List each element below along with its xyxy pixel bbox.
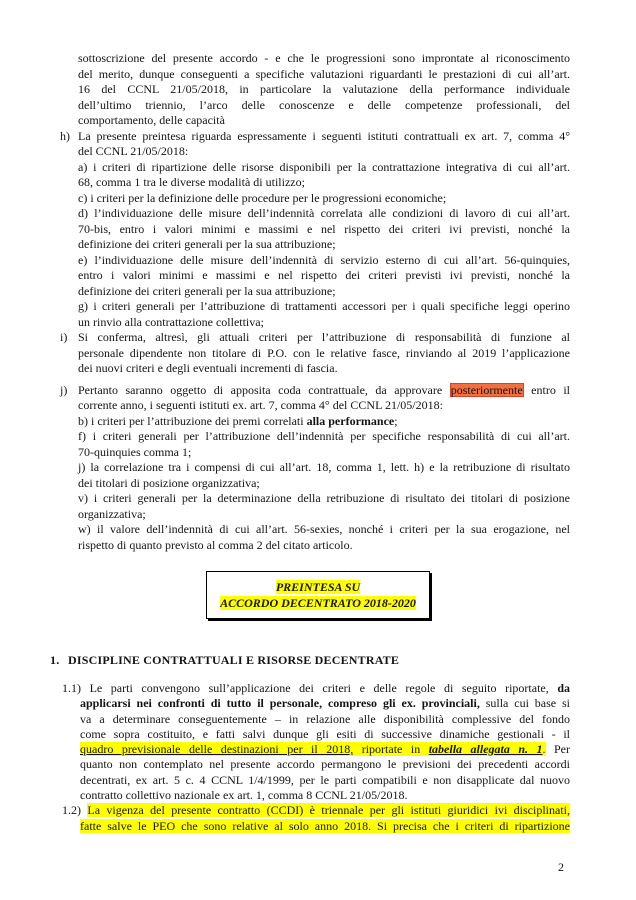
item-text: i criteri generali per l’attribuzione di trattamenti accessori per i quali specifiche leggi operino (93, 299, 571, 313)
text-line: entro i valori minimi e massimi e nel rispetto dei criteri previsti ivi previsti, nonché la (78, 268, 570, 282)
page-number: 2 (558, 860, 564, 874)
text-line: 16 del CCNL 21/05/2018, in particolare la valutazione della performance individuale (78, 82, 570, 96)
list-item (78, 253, 570, 300)
text-line (78, 206, 570, 222)
highlighted-text: . (542, 742, 546, 757)
box-title-text: ACCORDO DECENTRATO 2018-2020 (220, 596, 416, 610)
text-line: corrente anno, i seguenti istituti ex. art. 7, comma 4° del CCNL 21/05/2018: (78, 398, 443, 412)
paragraph-label: 1.2) (62, 803, 81, 818)
list-item (78, 491, 570, 522)
text-line (62, 681, 570, 696)
section-title: DISCIPLINE CONTRATTUALI E RISORSE DECENTRATE (68, 653, 400, 667)
clause-i (60, 330, 570, 377)
text-line: quanto non contemplato nel presente accordo permangono le previsioni dei precedenti accordi (80, 757, 570, 772)
text-line: dei titolari di posizione organizzativa; (78, 475, 260, 490)
text-line (78, 299, 570, 315)
item-label: v) (78, 491, 88, 505)
text-line (78, 253, 570, 269)
item-text: i criteri generali per l’attribuzione dell’indennità per specifiche responsabilità di cui all’art. (92, 429, 571, 443)
clause-h (60, 129, 570, 160)
item-text: l’individuazione delle misure dell’indennità correlata alle condizioni di lavoro di cui all’art. (94, 206, 570, 220)
clause-j-list (60, 414, 570, 554)
item-text: il valore dell’indennità di cui all’art. 56-sexies, nonché i criteri per la sua erogazione, nel (97, 522, 570, 536)
text-line: del merito, dunque conseguenti a specifiche valutazioni riguardanti le prestazioni di cui all’art. (78, 66, 570, 81)
bold-text: alla performance (306, 413, 395, 428)
item-text: i criteri generali per la determinazione della retribuzione di risultato dei titolari di posizione (93, 491, 571, 505)
item-label: c) (78, 190, 88, 205)
bold-text: applicarsi nei confronti di tutto il personale, compreso gli ex. provinciali, (80, 696, 480, 711)
text-line: decentrati, ex art. 5 c. 4 CCNL 1/4/1999, per le parti compatibili e non disapplicate dal nuovo (80, 772, 570, 787)
item-label: j) (78, 460, 86, 474)
text-line (78, 460, 570, 476)
clause-h-list (60, 160, 570, 331)
text-line: un rinvio alla contrattazione collettiva; (78, 314, 264, 329)
section-number: 1. (50, 653, 60, 667)
section-heading (50, 651, 399, 669)
text-line: comportamento, delle capacità (78, 113, 225, 127)
text-line: organizzativa; (78, 506, 146, 521)
text-line: rispetto di quanto previsto al comma 2 del citato articolo. (78, 537, 353, 552)
text-line (78, 522, 570, 538)
text-segment: Per (545, 742, 571, 757)
text-segment: sulla cui base si (479, 696, 571, 711)
paragraph-1-1 (62, 681, 570, 803)
item-label: f) (78, 429, 86, 443)
text-line: definizione dei criteri generali per la sua attribuzione; (78, 283, 336, 298)
text-segment: Pertanto saranno oggetto di apposita coda contrattuale, da approvare (78, 382, 450, 397)
item-text: i criteri per la definizione delle procedure per le progressioni economiche; (90, 190, 447, 205)
highlighted-text: fatte salve le PEO che sono relative al solo anno 2018. Si precisa che i criteri di ripartizione (80, 818, 570, 833)
text-line (62, 742, 570, 757)
item-text: la correlazione tra i compensi di cui all’art. 18, comma 1, lett. h) e la retribuzione di risultato (90, 460, 570, 474)
clause-label: j) (60, 382, 68, 397)
text-line: 70-bis, entro i valori minimi e massimi e nel rispetto dei criteri ivi previsti, nonché la (78, 221, 570, 236)
text-line (78, 429, 570, 445)
clause-text (78, 383, 570, 414)
text-line (78, 191, 570, 207)
text-line: del CCNL 21/05/2018: (78, 144, 189, 158)
item-label: g) (78, 299, 88, 313)
item-label: a) (78, 159, 88, 174)
list-item (78, 191, 570, 207)
text-line (78, 160, 570, 176)
clause-j (60, 383, 570, 414)
table-reference: tabella allegata n. 1 (428, 742, 543, 757)
paragraph-label: 1.1) (62, 681, 81, 695)
text-segment: Le parti convengono sull’applicazione dei criteri e delle regole di seguito riportate, (89, 681, 558, 695)
text-line: dei nuovi criteri e degli eventuali incrementi di fascia. (78, 361, 338, 375)
clause-label: h) (60, 128, 70, 143)
text-line: come sopra costituito, e fatti salvi dunque gli esiti di successive dinamiche gestionali - il (80, 726, 570, 741)
item-text: i criteri di ripartizione delle risorse disponibili per la contrattazione integrativa di cui all’art. (93, 159, 570, 174)
highlighted-word: posteriormente (450, 382, 523, 397)
item-label: d) (78, 206, 88, 220)
bold-text: da (557, 681, 570, 695)
text-line (62, 819, 570, 834)
list-item (78, 429, 570, 460)
agreement-clauses (60, 51, 570, 553)
text-line: va a determinare conseguentemente – in relazione alle disponibilità complessive del fondo (80, 711, 570, 726)
text-line (78, 414, 570, 430)
text-line: 70-quinquies comma 1; (78, 444, 192, 459)
list-item (78, 460, 570, 491)
text-line: contratto collettivo nazionale ex art. 1, comma 8 CCNL 21/05/2018. (80, 788, 408, 803)
text-line: La presente preintesa riguarda espressamente i seguenti istituti contrattuali ex art. 7, comma 4° (78, 128, 570, 143)
item-text: ; (394, 413, 398, 428)
highlighted-text: La vigenza del presente contratto (CCDI) è triennale per gli istituti giuridici ivi disciplinati, (87, 803, 570, 818)
text-line: personale dipendente non titolare di P.O. con le relative fasce, rinviando al 2019 l’applicazione (78, 345, 570, 360)
text-line: sottoscrizione del presente accordo - e che le progressioni sono improntate al riconoscimento (78, 51, 570, 65)
highlighted-text: quadro previsionale delle destinazioni per il 2018, (80, 742, 354, 757)
text-line (62, 803, 570, 818)
clause-text (78, 330, 570, 377)
text-line: definizione dei criteri generali per la sua attribuzione; (78, 237, 336, 251)
text-line (62, 696, 570, 711)
text-line: 68, comma 1 tra le diverse modalità di utilizzo; (78, 175, 305, 189)
item-label: e) (78, 252, 88, 267)
item-label: b) (78, 413, 88, 428)
item-label: w) (78, 522, 91, 536)
text-line (78, 383, 570, 399)
text-line: Si conferma, altresì, gli attuali criteri per l’attribuzione di responsabilità di funzione al (78, 330, 570, 344)
list-item (78, 414, 570, 430)
list-item (78, 522, 570, 553)
list-item (78, 206, 570, 253)
item-text: l’individuazione delle misure dell’indennità di servizio esterno di cui all’art. 56-quinquies, (94, 252, 571, 267)
item-text: i criteri per l’attribuzione dei premi correlati (91, 413, 307, 428)
list-item (78, 299, 570, 330)
preintesa-title-box (206, 571, 430, 619)
clause-text (78, 129, 570, 160)
box-title-text: PREINTESA SU (275, 580, 361, 594)
clause-label: i) (60, 330, 68, 344)
box-title-line (220, 595, 416, 611)
box-title-line (276, 579, 360, 595)
text-line (78, 491, 570, 507)
text-segment: entro il (523, 382, 570, 397)
text-line: dell’ultimo triennio, l’arco delle conoscenze e delle competenze professionali, del (78, 97, 570, 112)
highlighted-text: riportate in (353, 742, 429, 757)
paragraph-1-2 (62, 803, 570, 834)
list-item (78, 160, 570, 191)
intro-paragraph (60, 51, 570, 129)
